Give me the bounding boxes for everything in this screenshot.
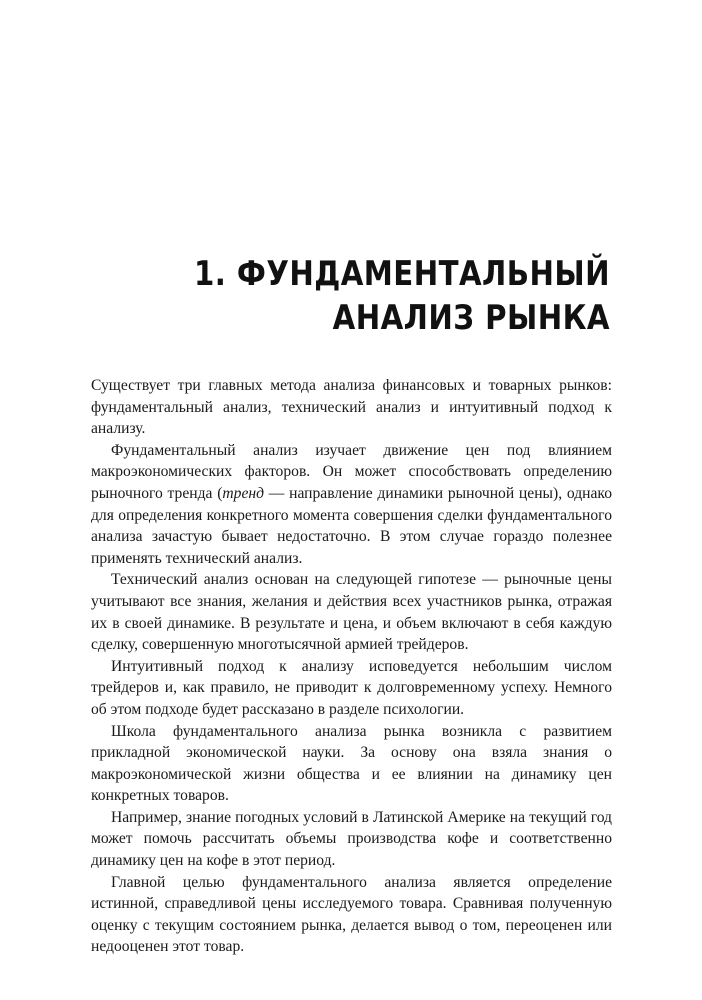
paragraph-1: Существует три главных метода анализа финансовых и товарных рынков: фундаментальный анализ, технический анализ и интуитивный подход к анализу.: [91, 377, 612, 438]
chapter-title: [128, 252, 610, 340]
paragraph-5: Школа фундаментального анализа рынка возникла с развитием прикладной экономической науки. За основу она взяла знания о макроэкономической жизни общества и ее влиянии на динамику цен конкретных товаров.: [91, 722, 612, 805]
term-trend: тренд: [222, 484, 265, 502]
paragraph-7: Главной целью фундаментального анализа является определение истинной, справедливой цены исследуемого товара. Сравнивая полученную оценку с текущим состоянием рынка, делается вывод о том, переоценен или недооценен этот товар.: [91, 873, 612, 956]
paragraph-2: [91, 440, 612, 570]
paragraph-2-part-2: — направление динамики рыночной цены), однако для определения конкретного момента совершения сделки фундаментального анализа зачастую бывает недостаточно. В этом случае гораздо полезнее применять технический анализ.: [91, 484, 612, 567]
paragraph-4: Интуитивный подход к анализу исповедуется небольшим числом трейдеров и, как правило, не приводит к долговременному успеху. Немного об этом подходе будет рассказано в разделе психологии.: [91, 657, 612, 718]
chapter-title-line-1: 1. ФУНДАМЕНТАЛЬНЫЙ: [194, 254, 610, 294]
paragraph-2-part-1: Фундаментальный анализ изучает движение цен под влиянием макроэкономических факторов. Он может способствовать определению рыночного тренда (: [91, 441, 612, 502]
paragraph-3: Технический анализ основан на следующей гипотезе — рыночные цены учитывают все знания, желания и действия всех участников рынка, отражая их в своей динамике. В результате и цена, и объем включают в себя каждую сделку, совершенную многотысячной армией трейдеров.: [91, 571, 612, 654]
chapter-body: [91, 375, 612, 958]
chapter-title-line-2: АНАЛИЗ РЫНКА: [332, 298, 610, 338]
paragraph-6: Например, знание погодных условий в Латинской Америке на текущий год может помочь рассчитать объемы производства кофе и соответственно динамику цен на кофе в этот период.: [91, 808, 612, 870]
